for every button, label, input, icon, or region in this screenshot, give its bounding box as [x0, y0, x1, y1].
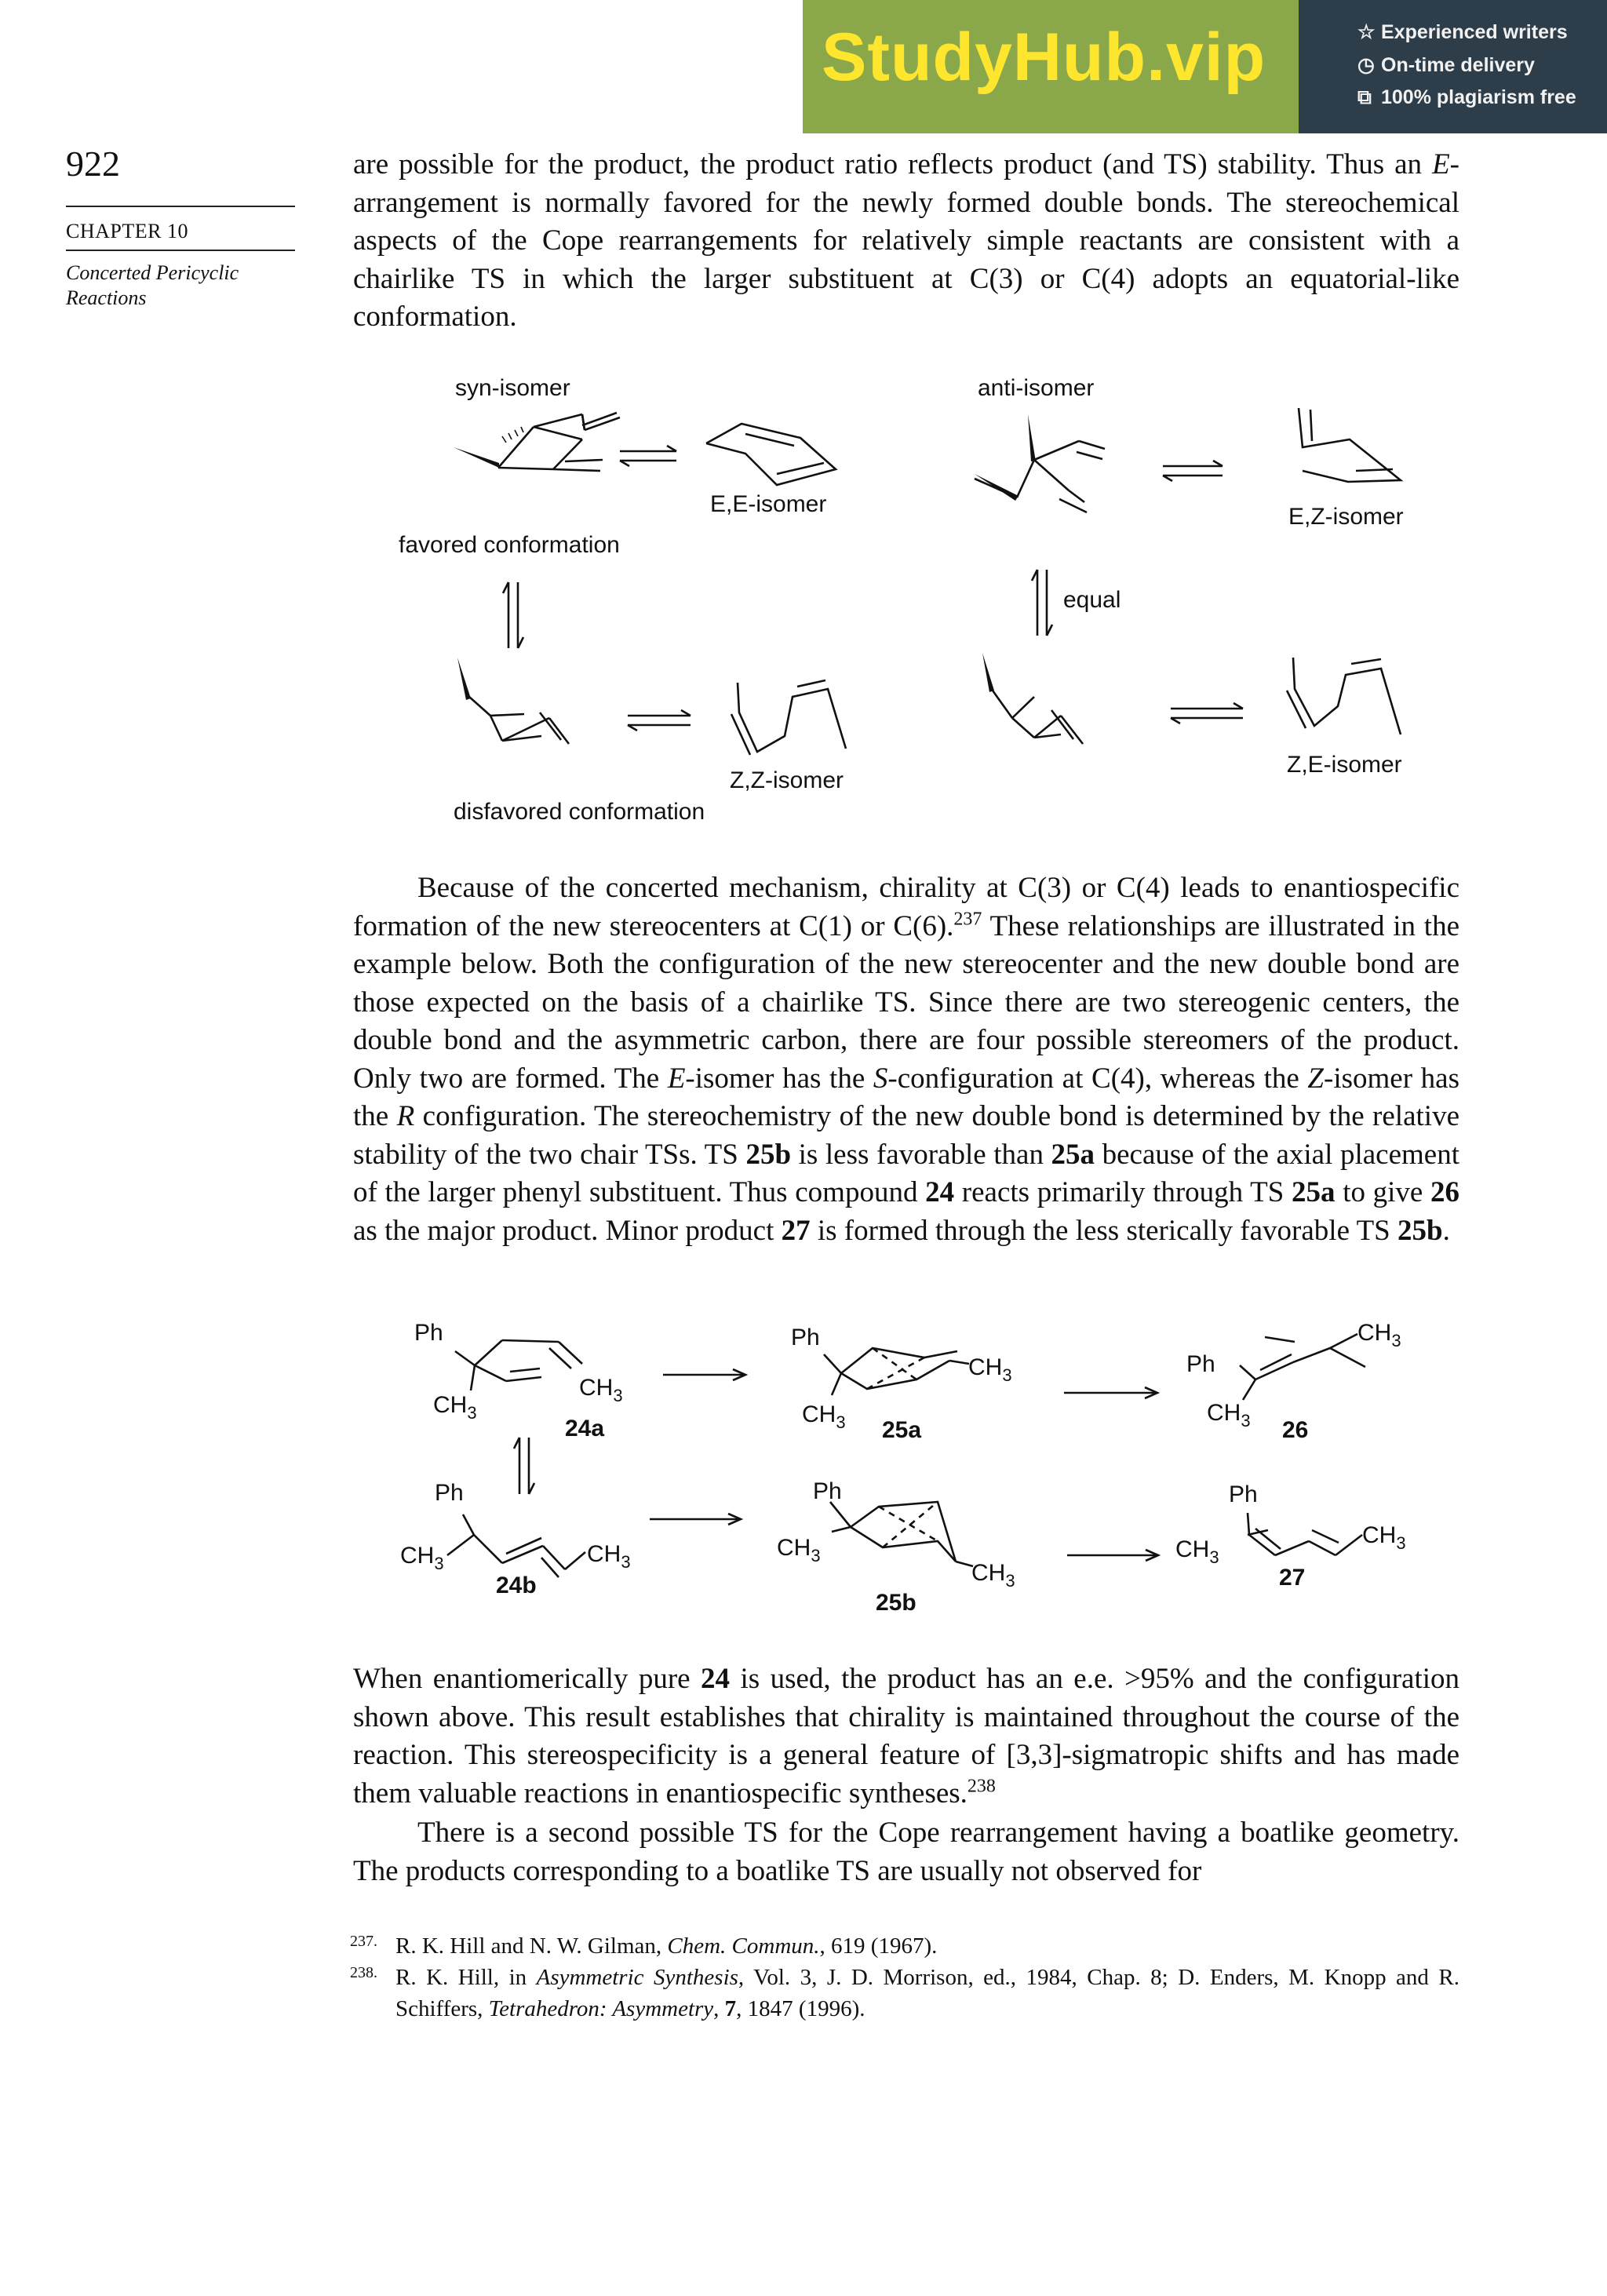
label-ch3-25b-2: $CH_3$ [971, 1560, 1015, 1591]
compound-27-structure [1248, 1513, 1362, 1555]
ee-isomer-structure [706, 424, 836, 485]
label-ch3-26-1: $CH_3$ [1357, 1320, 1401, 1350]
label-ch3-25b-1: $CH_3$ [777, 1535, 821, 1565]
footnote-text: R. K. Hill, in Asymmetric Synthesis, Vol. 3, J. D. Morrison, ed., 1984, Chap. 8; D. Enders, M. Knopp and R. Schiffers, Tetrahedron: Asymmetry, 7, 1847 (1996). [395, 1965, 1459, 2021]
copy-icon: ⧉ [1357, 86, 1372, 108]
label-disfavored-conformation: disfavored conformation [454, 799, 705, 825]
label-24a: 24a [565, 1416, 605, 1441]
ez-isomer-structure [1299, 408, 1401, 482]
label-ph-25b: Ph [813, 1478, 842, 1504]
equilibrium-arrow-7 [514, 1438, 534, 1494]
clock-icon: ◷ [1357, 54, 1375, 76]
page-number: 922 [66, 144, 120, 184]
label-ze-isomer: Z,E-isomer [1287, 752, 1402, 778]
equilibrium-arrow-6 [1171, 703, 1243, 723]
label-ch3-25a-2: $CH_3$ [802, 1401, 846, 1432]
label-ch3-24b-2: $CH_3$ [587, 1541, 631, 1572]
equilibrium-arrow-5 [628, 710, 691, 731]
label-ph-24b: Ph [435, 1480, 464, 1506]
paragraph-2: Because of the concerted mechanism, chirality at C(3) or C(4) leads to enantiospecific formation of the new stereocenters at C(1) or C(6).$^{237}$ These relationships are illustrated in the example below. Both the configuration of the new stereocenter and the new double bond are those expected on the basis of a chairlike TS. Since there are two stereogenic centers, the double bond and the asymmetric carbon, there are four possible stereomers of the product. Only two are formed. The E-isomer has the S-configuration at C(4), whereas the Z-isomer has the R configuration. The stereochemistry of the new double bond is determined by the relative stability of the two chair TSs. TS 25b is less favorable than 25a because of the axial placement of the larger phenyl substituent. Thus compound 24 reacts primarily through TS 25a to give 26 as the major product. Minor product 27 is formed through the less sterically favorable TS 25b. [353, 872, 1460, 1247]
ts-25a-structure [824, 1348, 969, 1395]
label-24b: 24b [496, 1573, 537, 1598]
ze-isomer-structure [1287, 658, 1401, 734]
label-ph-26: Ph [1186, 1351, 1215, 1377]
paragraph-1: are possible for the product, the product ratio reflects product (and TS) stability. Thus an E-arrangement is normally favored for the newly formed double bonds. The stereochemical aspects of the Cope rearrangements for relatively simple reactants are consistent with a chairlike TS in which the larger substituent at C(3) or C(4) adopts an equatorial-like conformation. [353, 148, 1459, 333]
chapter-label: CHAPTER 10 [66, 220, 188, 242]
label-syn-isomer: syn-isomer [455, 375, 570, 401]
footnote-238 [350, 1962, 1459, 2024]
syn-isomer-structure [498, 413, 620, 471]
compound-24b-structure [447, 1514, 585, 1577]
label-ee-isomer: E,E-isomer [710, 491, 827, 517]
label-ch3-25a-1: $CH_3$ [968, 1354, 1012, 1385]
label-ch3-26-2: $CH_3$ [1207, 1400, 1251, 1430]
zz-isomer-structure [731, 680, 846, 755]
label-26: 26 [1282, 1417, 1309, 1443]
label-favored-conformation: favored conformation [399, 532, 620, 558]
disfavored-conformer-structure [469, 697, 569, 744]
figure-cope-conformations [0, 0, 1607, 847]
label-27: 27 [1279, 1565, 1306, 1591]
footnote-number: 237. [350, 1933, 377, 1950]
equilibrium-arrow-4 [1032, 570, 1052, 636]
label-ph-25a: Ph [791, 1325, 820, 1350]
label-anti-isomer: anti-isomer [978, 375, 1095, 401]
footnote-number: 238. [350, 1964, 377, 1981]
equilibrium-arrow-3 [503, 582, 523, 648]
paragraph-4: There is a second possible TS for the Cope rearrangement having a boatlike geometry. The products corresponding to a boatlike TS are usually not observed for [353, 1817, 1459, 1887]
label-ez-isomer: E,Z-isomer [1288, 504, 1404, 530]
star-icon: ☆ [1357, 21, 1376, 43]
ze-conformer-structure [993, 691, 1083, 744]
equilibrium-arrow-1 [620, 446, 676, 466]
label-ch3-27-2: $CH_3$ [1362, 1522, 1406, 1553]
paragraph-3: When enantiomerically pure 24 is used, the product has an e.e. >95% and the configuration shown above. This result establishes that chirality is maintained throughout the course of the reaction. This stereospecificity is a general feature of [3,3]-sigmatropic shifts and has made them valuable reactions in enantiospecific syntheses.$^{238}$ [353, 1663, 1460, 1809]
label-ch3-24b-1: $CH_3$ [400, 1543, 444, 1573]
banner-feature-writers: ☆ Experienced writers [1357, 21, 1568, 43]
footnote-text: R. K. Hill and N. W. Gilman, Chem. Commun., 619 (1967). [395, 1933, 938, 1959]
label-ch3-24a-1: $CH_3$ [579, 1375, 623, 1405]
equilibrium-arrow-2 [1163, 461, 1223, 481]
label-ph-24a: Ph [414, 1320, 443, 1346]
label-ph-27: Ph [1229, 1481, 1258, 1507]
banner-feature-delivery: ◷ On-time delivery [1357, 54, 1535, 76]
ts-25b-structure [830, 1502, 973, 1566]
figure-chair-ts [0, 1303, 1607, 1632]
label-zz-isomer: Z,Z-isomer [730, 767, 844, 793]
compound-24a-structure [455, 1340, 582, 1390]
label-25a: 25a [882, 1417, 922, 1443]
label-ch3-24a-2: $CH_3$ [433, 1392, 477, 1423]
label-25b: 25b [876, 1590, 916, 1616]
studyhub-logo[interactable]: StudyHub.vip [822, 20, 1266, 95]
chapter-subtitle: Concerted Pericyclic Reactions [66, 261, 239, 309]
banner-feature-plagiarism: ⧉ 100% plagiarism free [1357, 86, 1576, 108]
label-ch3-27-1: $CH_3$ [1175, 1536, 1219, 1567]
footnote-237 [350, 1930, 1459, 1962]
label-equal: equal [1063, 587, 1121, 613]
compound-26-structure [1240, 1334, 1365, 1400]
anti-isomer-structure [975, 441, 1105, 512]
